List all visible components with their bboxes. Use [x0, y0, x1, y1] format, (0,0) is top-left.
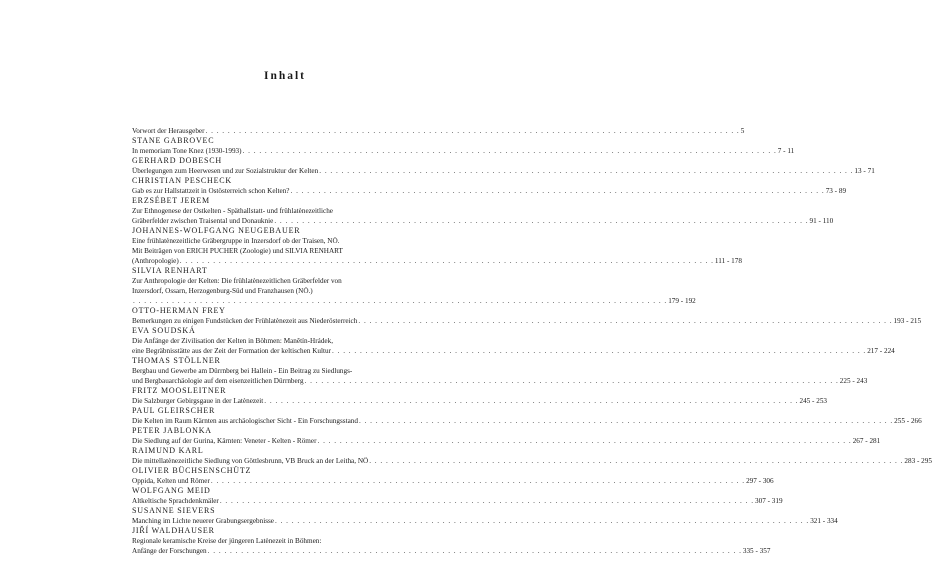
toc-author: WOLFGANG MEID [132, 486, 211, 495]
toc-entry [132, 136, 795, 156]
dot-leader: . . . . . . . . . . . . . . . . . . . . . . . . . . . . . . . . . . . . . . . . . . . . . . . . . . . . . . . . . . . . . . . . . . . . . . . . . . . . . . . . . . . . . . . . . . . . . . . . [219, 497, 755, 505]
toc-title-line [132, 126, 745, 136]
dot-leader: . . . . . . . . . . . . . . . . . . . . . . . . . . . . . . . . . . . . . . . . . . . . . . . . . . . . . . . . . . . . . . . . . . . . . . . . . . . . . . . . . . . . . . . . . . . . . . . . [179, 257, 714, 265]
dot-leader: . . . . . . . . . . . . . . . . . . . . . . . . . . . . . . . . . . . . . . . . . . . . . . . . . . . . . . . . . . . . . . . . . . . . . . . . . . . . . . . . . . . . . . . . . . . . . . . . [207, 547, 742, 555]
page-range: 255 - 266 [894, 417, 922, 425]
toc-entry [132, 306, 922, 326]
toc-title-line [132, 316, 922, 326]
dot-leader: . . . . . . . . . . . . . . . . . . . . . . . . . . . . . . . . . . . . . . . . . . . . . . . . . . . . . . . . . . . . . . . . . . . . . . . . . . . . . . . . . . . . . . . . . . . . . . . . [317, 437, 852, 445]
toc-title: Die Siedlung auf der Gurina, Kärnten: Veneter - Kelten - Römer [132, 437, 317, 445]
toc-entry [132, 526, 771, 556]
toc-title-line: Eine frühlatènezeitliche Gräbergruppe in Inzersdorf ob der Traisen, NÖ. [132, 237, 340, 245]
toc-entry [132, 406, 922, 426]
toc-author: EVA SOUDSKÁ [132, 326, 196, 335]
toc-title: (Anthropologie) [132, 257, 179, 265]
toc-title-line [132, 496, 783, 506]
dot-leader: . . . . . . . . . . . . . . . . . . . . . . . . . . . . . . . . . . . . . . . . . . . . . . . . . . . . . . . . . . . . . . . . . . . . . . . . . . . . . . . . . . . . . . . . . . . . . . . . [205, 127, 740, 135]
dot-leader: . . . . . . . . . . . . . . . . . . . . . . . . . . . . . . . . . . . . . . . . . . . . . . . . . . . . . . . . . . . . . . . . . . . . . . . . . . . . . . . . . . . . . . . . . . . . . . . . [358, 317, 893, 325]
dot-leader: . . . . . . . . . . . . . . . . . . . . . . . . . . . . . . . . . . . . . . . . . . . . . . . . . . . . . . . . . . . . . . . . . . . . . . . . . . . . . . . . . . . . . . . . . . . . . . . . [332, 347, 867, 355]
toc-entry [132, 176, 847, 196]
toc-title: Bemerkungen zu einigen Fundstücken der Frühlatènezeit aus Niederösterreich [132, 317, 358, 325]
page-range: 193 - 215 [893, 317, 922, 325]
toc-title-line: Bergbau und Gewerbe am Dürrnberg bei Hallein - Ein Beitrag zu Siedlungs- [132, 367, 353, 375]
toc-title: Die Kelten im Raum Kärnten aus archäologischer Sicht - Ein Forschungsstand [132, 417, 358, 425]
toc-title-line [132, 516, 838, 526]
toc-author: STANE GABROVEC [132, 136, 215, 145]
toc-author: THOMAS STÖLLNER [132, 356, 221, 365]
toc-title-line [132, 416, 922, 426]
page-range: 321 - 334 [810, 517, 838, 525]
toc-author: CHRISTIAN PESCHECK [132, 176, 232, 185]
toc-title: Gräberfelder zwischen Traisental und Donauknie [132, 217, 274, 225]
toc-title: Altkeltische Sprachdenkmäler [132, 497, 219, 505]
toc-title-line: Die Anfänge der Zivilisation der Kelten in Böhmen: Manětín-Hrádek, [132, 337, 333, 345]
toc-entry [132, 386, 828, 406]
toc-title-line: Inzersdorf, Ossarn, Herzogenburg-Süd und Franzhausen (NÖ.) [132, 287, 313, 295]
toc-title-line [132, 256, 742, 266]
page-range: 179 - 192 [668, 297, 696, 305]
toc-author: JOHANNES-WOLFGANG NEUGEBAUER [132, 226, 301, 235]
toc-author: PAUL GLEIRSCHER [132, 406, 216, 415]
toc-author: FRITZ MOOSLEITNER [132, 386, 227, 395]
toc-title: Vorwort der Herausgeber [132, 127, 205, 135]
toc-title-line [132, 186, 847, 196]
page-range: 5 [740, 127, 745, 135]
toc-entry [132, 226, 742, 266]
toc-title: Oppida, Kelten und Römer [132, 477, 210, 485]
toc-title: Gab es zur Hallstattzeit in Ostösterreich schon Kelten? [132, 187, 290, 195]
page-range: 335 - 357 [742, 547, 771, 555]
toc-author: OTTO-HERMAN FREY [132, 306, 226, 315]
dot-leader: . . . . . . . . . . . . . . . . . . . . . . . . . . . . . . . . . . . . . . . . . . . . . . . . . . . . . . . . . . . . . . . . . . . . . . . . . . . . . . . . . . . . . . . . . . . . . . . . [358, 417, 894, 425]
toc-title-line [132, 146, 795, 156]
dot-leader: . . . . . . . . . . . . . . . . . . . . . . . . . . . . . . . . . . . . . . . . . . . . . . . . . . . . . . . . . . . . . . . . . . . . . . . . . . . . . . . . . . . . . . . . . . . . . . . . [242, 147, 777, 155]
toc-author: ERZSÉBET JEREM [132, 196, 210, 205]
toc-title-line [132, 376, 868, 386]
toc-title-line [132, 346, 895, 356]
toc-entry [132, 356, 868, 386]
page-range: 297 - 306 [746, 477, 774, 485]
toc-title: Manching im Lichte neuerer Grabungsergebnisse [132, 517, 274, 525]
page-range: 307 - 319 [755, 497, 783, 505]
toc-title: eine Begräbnisstätte aus der Zeit der Formation der keltischen Kultur [132, 347, 331, 355]
toc-author: SILVIA RENHART [132, 266, 208, 275]
toc-author: JIŘÍ WALDHAUSER [132, 526, 215, 535]
toc-title-line: Regionale keramische Kreise der jüngeren Latènezeit in Böhmen: [132, 537, 322, 545]
page-range: 245 - 253 [799, 397, 828, 405]
toc-entry [132, 466, 774, 486]
toc-entry [132, 326, 895, 356]
page-range: 91 - 110 [809, 217, 834, 225]
toc-title-line: Mit Beiträgen von ERICH PUCHER (Zoologie) und SILVIA RENHART [132, 247, 343, 255]
toc-entry [132, 426, 881, 446]
toc-title-line: Zur Anthropologie der Kelten: Die frühlatènezeitlichen Gräberfelder von [132, 277, 342, 285]
page-title: Inhalt [263, 70, 307, 82]
dot-leader: . . . . . . . . . . . . . . . . . . . . . . . . . . . . . . . . . . . . . . . . . . . . . . . . . . . . . . . . . . . . . . . . . . . . . . . . . . . . . . . . . . . . . . . . . . . . . . . . [264, 397, 799, 405]
toc-author: SUSANNE SIEVERS [132, 506, 216, 515]
page-range: 225 - 243 [839, 377, 868, 385]
dot-leader: . . . . . . . . . . . . . . . . . . . . . . . . . . . . . . . . . . . . . . . . . . . . . . . . . . . . . . . . . . . . . . . . . . . . . . . . . . . . . . . . . . . . . . . . . . . . . . . . [274, 517, 810, 525]
toc-author: RAIMUND KARL [132, 446, 204, 455]
toc-title: Überlegungen zum Heerwesen und zur Sozialstruktur der Kelten [132, 167, 319, 175]
table-of-contents [132, 126, 932, 556]
toc-author: OLIVIER BÜCHSENSCHÜTZ [132, 466, 252, 475]
toc-title-line [132, 456, 932, 466]
toc-title-line [132, 296, 696, 306]
toc-title: In memoriam Tone Knez (1930-1993) [132, 147, 242, 155]
toc-author: PETER JABLONKA [132, 426, 212, 435]
toc-entry [132, 196, 834, 226]
toc-entry [132, 126, 745, 136]
toc-title: Anfänge der Forschungen [132, 547, 207, 555]
dot-leader: . . . . . . . . . . . . . . . . . . . . . . . . . . . . . . . . . . . . . . . . . . . . . . . . . . . . . . . . . . . . . . . . . . . . . . . . . . . . . . . . . . . . . . . . . . . . . . . . [369, 457, 904, 465]
toc-title: Die mittellatènezeitliche Siedlung von Göttlesbrunn, VB Bruck an der Leitha, NÖ [132, 457, 369, 465]
page-range: 7 - 11 [777, 147, 795, 155]
toc-title-line: Zur Ethnogenese der Ostkelten - Späthallstatt- und frühlatènezeitliche [132, 207, 333, 215]
page-range: 111 - 178 [714, 257, 742, 265]
dot-leader: . . . . . . . . . . . . . . . . . . . . . . . . . . . . . . . . . . . . . . . . . . . . . . . . . . . . . . . . . . . . . . . . . . . . . . . . . . . . . . . . . . . . . . . . . . . . . . . . [210, 477, 746, 485]
toc-entry [132, 446, 932, 466]
toc-title: und Bergbauarchäologie auf dem eisenzeitlichen Dürrnberg [132, 377, 304, 385]
toc-entry [132, 266, 696, 306]
toc-title-line [132, 166, 875, 176]
toc-entry [132, 156, 875, 176]
dot-leader: . . . . . . . . . . . . . . . . . . . . . . . . . . . . . . . . . . . . . . . . . . . . . . . . . . . . . . . . . . . . . . . . . . . . . . . . . . . . . . . . . . . . . . . . . . . . . . . . [304, 377, 839, 385]
dot-leader: . . . . . . . . . . . . . . . . . . . . . . . . . . . . . . . . . . . . . . . . . . . . . . . . . . . . . . . . . . . . . . . . . . . . . . . . . . . . . . . . . . . . . . . . . . . . . . . . [319, 167, 854, 175]
page-range: 13 - 71 [854, 167, 875, 175]
dot-leader: . . . . . . . . . . . . . . . . . . . . . . . . . . . . . . . . . . . . . . . . . . . . . . . . . . . . . . . . . . . . . . . . . . . . . . . . . . . . . . . . . . . . . . . . . . . . . . . . [290, 187, 825, 195]
toc-author: GERHARD DOBESCH [132, 156, 223, 165]
toc-title-line [132, 396, 828, 406]
page-range: 283 - 295 [904, 457, 932, 465]
toc-title: Die Salzburger Gebirgsgaue in der Latènezeit [132, 397, 264, 405]
toc-title-line [132, 436, 881, 446]
toc-entry [132, 486, 783, 506]
page-range: 217 - 224 [867, 347, 895, 355]
toc-title-line [132, 546, 771, 556]
toc-entry [132, 506, 838, 526]
dot-leader: . . . . . . . . . . . . . . . . . . . . . . . . . . . . . . . . . . . . . . . . . . . . . . . . . . . . . . . . . . . . . . . . . . . . . . . . . . . . . . . . . . . . . . . . . . . . . . . . [274, 217, 809, 225]
page-range: 267 - 281 [852, 437, 881, 445]
dot-leader: . . . . . . . . . . . . . . . . . . . . . . . . . . . . . . . . . . . . . . . . . . . . . . . . . . . . . . . . . . . . . . . . . . . . . . . . . . . . . . . . . . . . . . . . . . . . . . . . [133, 297, 668, 305]
toc-title-line [132, 476, 774, 486]
page-range: 73 - 89 [825, 187, 847, 195]
toc-title-line [132, 216, 834, 226]
